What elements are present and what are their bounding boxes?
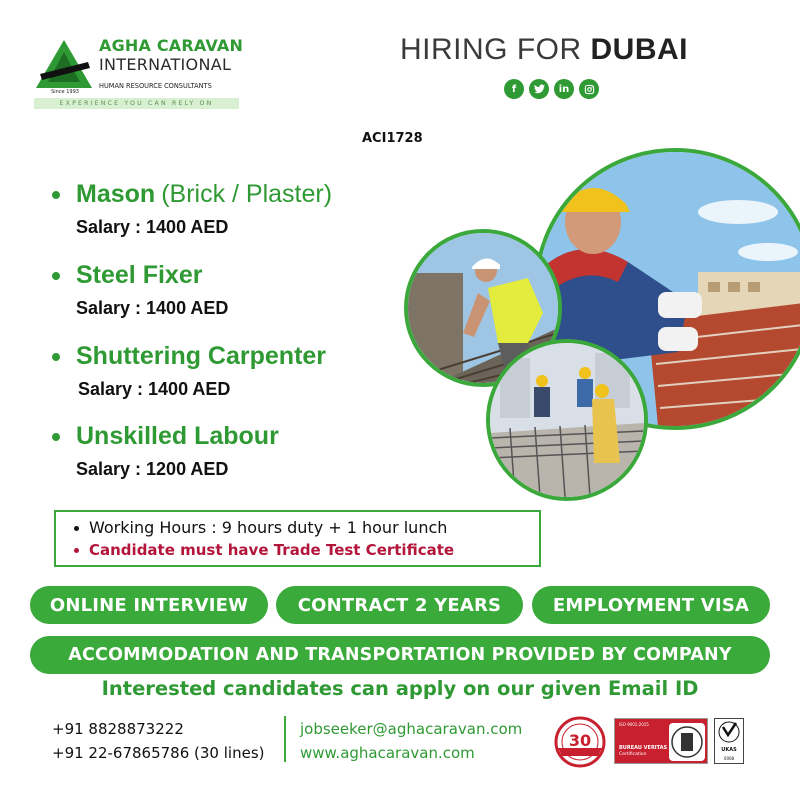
apply-instruction: Interested candidates can apply on our given Email ID <box>101 677 699 700</box>
photo-rebar-workers <box>486 339 648 501</box>
job-salary: Salary : 1400 AED <box>76 217 229 237</box>
bullet-icon <box>74 526 79 531</box>
working-hours-text: Working Hours : 9 hours duty + 1 hour lunch <box>89 518 448 537</box>
job-title <box>52 180 332 209</box>
job-salary: Salary : 1200 AED <box>76 459 229 479</box>
footer-divider <box>284 716 286 762</box>
benefit-contract: CONTRACT 2 YEARS <box>276 586 523 624</box>
company-logo <box>34 34 249 112</box>
bv-iso-text: ISO 9001:2015 <box>619 722 649 727</box>
job-title-text: Unskilled Labour <box>76 422 279 450</box>
hiring-prefix: HIRING FOR <box>400 33 582 66</box>
job-salary: Salary : 1400 AED <box>78 379 231 399</box>
phone-primary[interactable]: +91 8828873222 <box>52 720 184 738</box>
job-title <box>52 261 228 290</box>
hiring-headline <box>400 33 688 67</box>
online-contacts <box>300 717 522 765</box>
requirement-text: Candidate must have Trade Test Certificate <box>89 541 455 559</box>
bullet-icon <box>74 548 79 553</box>
logo-triangle-icon <box>34 38 94 90</box>
30-years-badge-icon <box>554 716 606 768</box>
bullet-icon <box>52 353 60 361</box>
logo-subtitle: HUMAN RESOURCE CONSULTANTS <box>99 82 212 90</box>
job-title <box>52 342 326 371</box>
requirement-note <box>74 539 539 561</box>
social-links <box>504 79 599 99</box>
notes-box <box>54 510 541 567</box>
linkedin-icon[interactable]: in <box>554 79 574 99</box>
ukas-badge <box>714 718 744 764</box>
benefit-employment-visa: EMPLOYMENT VISA <box>532 586 770 624</box>
reference-code: ACI1728 <box>362 131 423 146</box>
website-link[interactable]: www.aghacaravan.com <box>300 744 475 762</box>
job-title-text: Steel Fixer <box>76 261 203 289</box>
logo-name-line1: AGHA CARAVAN <box>99 36 244 55</box>
twitter-icon[interactable] <box>529 79 549 99</box>
ukas-crown-icon <box>715 719 743 745</box>
instagram-icon[interactable] <box>579 79 599 99</box>
benefit-online-interview: ONLINE INTERVIEW <box>30 586 268 624</box>
job-item-shuttering-carpenter <box>52 342 326 400</box>
job-title <box>52 422 279 451</box>
bureau-veritas-badge <box>614 718 708 764</box>
ukas-number: 0008 <box>723 756 735 761</box>
job-title-text: Shuttering Carpenter <box>76 342 327 370</box>
logo-name-line2: INTERNATIONAL <box>99 55 232 74</box>
job-item-steel-fixer <box>52 261 228 319</box>
working-hours-note <box>74 517 539 539</box>
job-item-mason <box>52 180 332 238</box>
job-qualifier: (Brick / Plaster) <box>161 180 333 208</box>
badge-years-text: 30 <box>568 731 592 750</box>
logo-since: Since 1993 <box>51 89 79 95</box>
bv-name-text: BUREAU VERITAS <box>619 745 668 751</box>
job-salary: Salary : 1400 AED <box>76 298 229 318</box>
facebook-icon[interactable]: f <box>504 79 524 99</box>
phone-numbers <box>52 717 264 765</box>
job-item-unskilled-labour <box>52 422 279 480</box>
ukas-text: UKAS <box>721 747 737 753</box>
logo-tagline: EXPERIENCE YOU CAN RELY ON <box>34 98 239 109</box>
bullet-icon <box>52 433 60 441</box>
hiring-location: DUBAI <box>590 33 689 66</box>
email-link[interactable]: jobseeker@aghacaravan.com <box>300 720 523 738</box>
job-title-text: Mason <box>76 180 156 208</box>
benefit-accommodation: ACCOMMODATION AND TRANSPORTATION PROVIDED BY COMPANY <box>30 636 770 674</box>
phone-landline[interactable]: +91 22-67865786 (30 lines) <box>52 744 265 762</box>
bullet-icon <box>52 272 60 280</box>
bv-seal-icon <box>669 723 705 761</box>
bv-cert-text: Certification <box>619 752 647 757</box>
bullet-icon <box>52 191 60 199</box>
